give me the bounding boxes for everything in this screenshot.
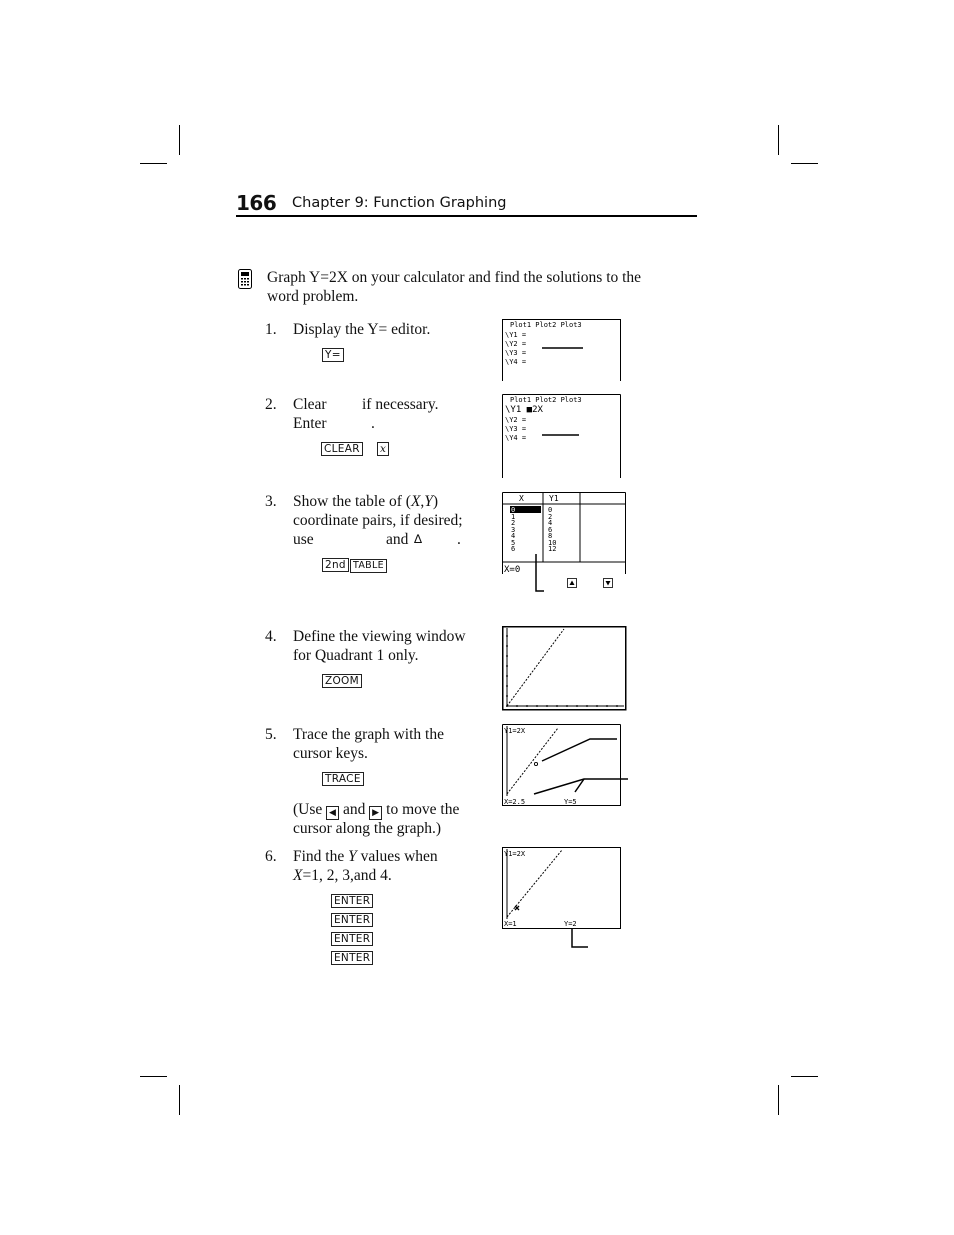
y2-row: \Y2 = (505, 340, 527, 348)
trace-equation: Y1=2X (504, 850, 526, 858)
zoom-key[interactable]: ZOOM (322, 674, 362, 688)
y2-row: \Y2 = (505, 416, 527, 424)
trace-y-readout: Y=5 (564, 798, 577, 806)
table-cell-x: 4 (511, 532, 516, 540)
chapter-title: Chapter 9: Function Graphing (292, 195, 507, 211)
table-status: X=0 (504, 565, 521, 575)
y4-row: \Y4 = (505, 434, 527, 442)
calculator-screen-graph (502, 626, 627, 711)
calculator-screen-y1-entry (502, 394, 621, 478)
header-rule (236, 215, 697, 217)
step-text: Enter (293, 415, 327, 432)
step-number: 6. (265, 848, 277, 865)
step-text: . (371, 415, 375, 432)
column-y1: Y1 (549, 494, 559, 503)
calculator-icon (238, 269, 252, 294)
step-text: cursor along the graph.) (293, 820, 442, 837)
calculator-screen-trace (502, 724, 632, 808)
table-cell-y: 2 (548, 513, 553, 521)
step-text: values when (356, 848, 438, 865)
calculator-screen-y-editor (502, 319, 621, 381)
table-key[interactable]: TABLE (350, 559, 387, 573)
table-cell-y: 6 (548, 526, 553, 534)
table-cell-x: 6 (511, 545, 516, 553)
step-number: 3. (265, 493, 277, 510)
plot-labels: Plot1 Plot2 Plot3 (510, 321, 582, 329)
step-text: and (386, 531, 409, 548)
trace-x-readout: X=2.5 (504, 798, 526, 806)
comma: , (420, 493, 425, 510)
step-text: use (293, 531, 314, 548)
x-var: X (293, 867, 303, 884)
step-number: 1. (265, 321, 277, 338)
table-cell-x: 5 (511, 539, 516, 547)
y-var: Y (424, 493, 433, 510)
left-arrow-key[interactable]: ◀ (326, 806, 339, 820)
step-number: 5. (265, 726, 277, 743)
table-cell-x: 1 (511, 513, 516, 521)
second-key[interactable]: 2nd (322, 558, 349, 572)
y1-row: \Y1 ■2X (505, 405, 543, 415)
step-text: Display the Y= editor. (293, 321, 431, 338)
step-text: =1, 2, 3,and 4. (302, 867, 392, 884)
right-arrow-key[interactable]: ▶ (369, 806, 382, 820)
delta-icon: ∆ (414, 532, 423, 546)
enter-key[interactable]: ENTER (331, 951, 373, 965)
enter-key[interactable]: ENTER (331, 913, 373, 927)
trace-y-readout: Y=2 (564, 920, 577, 928)
x-variable-key[interactable]: x (377, 442, 389, 456)
step-text: coordinate pairs, if desired; (293, 512, 463, 529)
step-text: cursor keys. (293, 745, 368, 762)
x-var: X (410, 493, 421, 510)
enter-key[interactable]: ENTER (331, 894, 373, 908)
step-number: 4. (265, 628, 277, 645)
trace-x-readout: X=1 (504, 920, 517, 928)
y3-row: \Y3 = (505, 425, 527, 433)
intro-line-2: word problem. (267, 288, 359, 305)
table-cell-y: 8 (548, 532, 553, 540)
step-text: Trace the graph with the (293, 726, 444, 743)
step-text: and (343, 801, 366, 818)
step-text: Show the table of ( (293, 493, 411, 510)
step-text: to move the (386, 801, 460, 818)
y1-row: \Y1 = (505, 331, 527, 339)
step-text: Clear (293, 396, 327, 413)
step-number: 2. (265, 396, 277, 413)
page-number: 166 (236, 191, 277, 215)
y-equals-key[interactable]: Y= (322, 348, 344, 362)
column-x: X (519, 494, 524, 503)
table-cell-y: 4 (548, 519, 553, 527)
clear-key[interactable]: CLEAR (321, 442, 363, 456)
table-cell-x: 0 (511, 506, 516, 514)
calculator-screen-table (502, 492, 630, 594)
enter-key[interactable]: ENTER (331, 932, 373, 946)
step-text: for Quadrant 1 only. (293, 647, 419, 664)
table-cell-x: 2 (511, 519, 516, 527)
calculator-screen-find-values (502, 847, 621, 949)
table-cell-x: 3 (511, 526, 516, 534)
step-text: Define the viewing window (293, 628, 466, 645)
table-cell-y: 0 (548, 506, 553, 514)
step-text: . (457, 531, 461, 548)
table-cell-y: 12 (548, 545, 557, 553)
trace-key[interactable]: TRACE (322, 772, 364, 786)
y3-row: \Y3 = (505, 349, 527, 357)
step-text: Find the (293, 848, 349, 865)
trace-equation: Y1=2X (504, 727, 526, 735)
plot-labels: Plot1 Plot2 Plot3 (510, 396, 582, 404)
y4-row: \Y4 = (505, 358, 527, 366)
step-text: if necessary. (362, 396, 439, 413)
y-var: Y (348, 848, 357, 865)
intro-line-1: Graph Y=2X on your calculator and find the solutions to the (267, 269, 642, 286)
step-text: (Use (293, 801, 323, 818)
table-cell-y: 10 (548, 539, 557, 547)
paren: ) (432, 493, 439, 510)
